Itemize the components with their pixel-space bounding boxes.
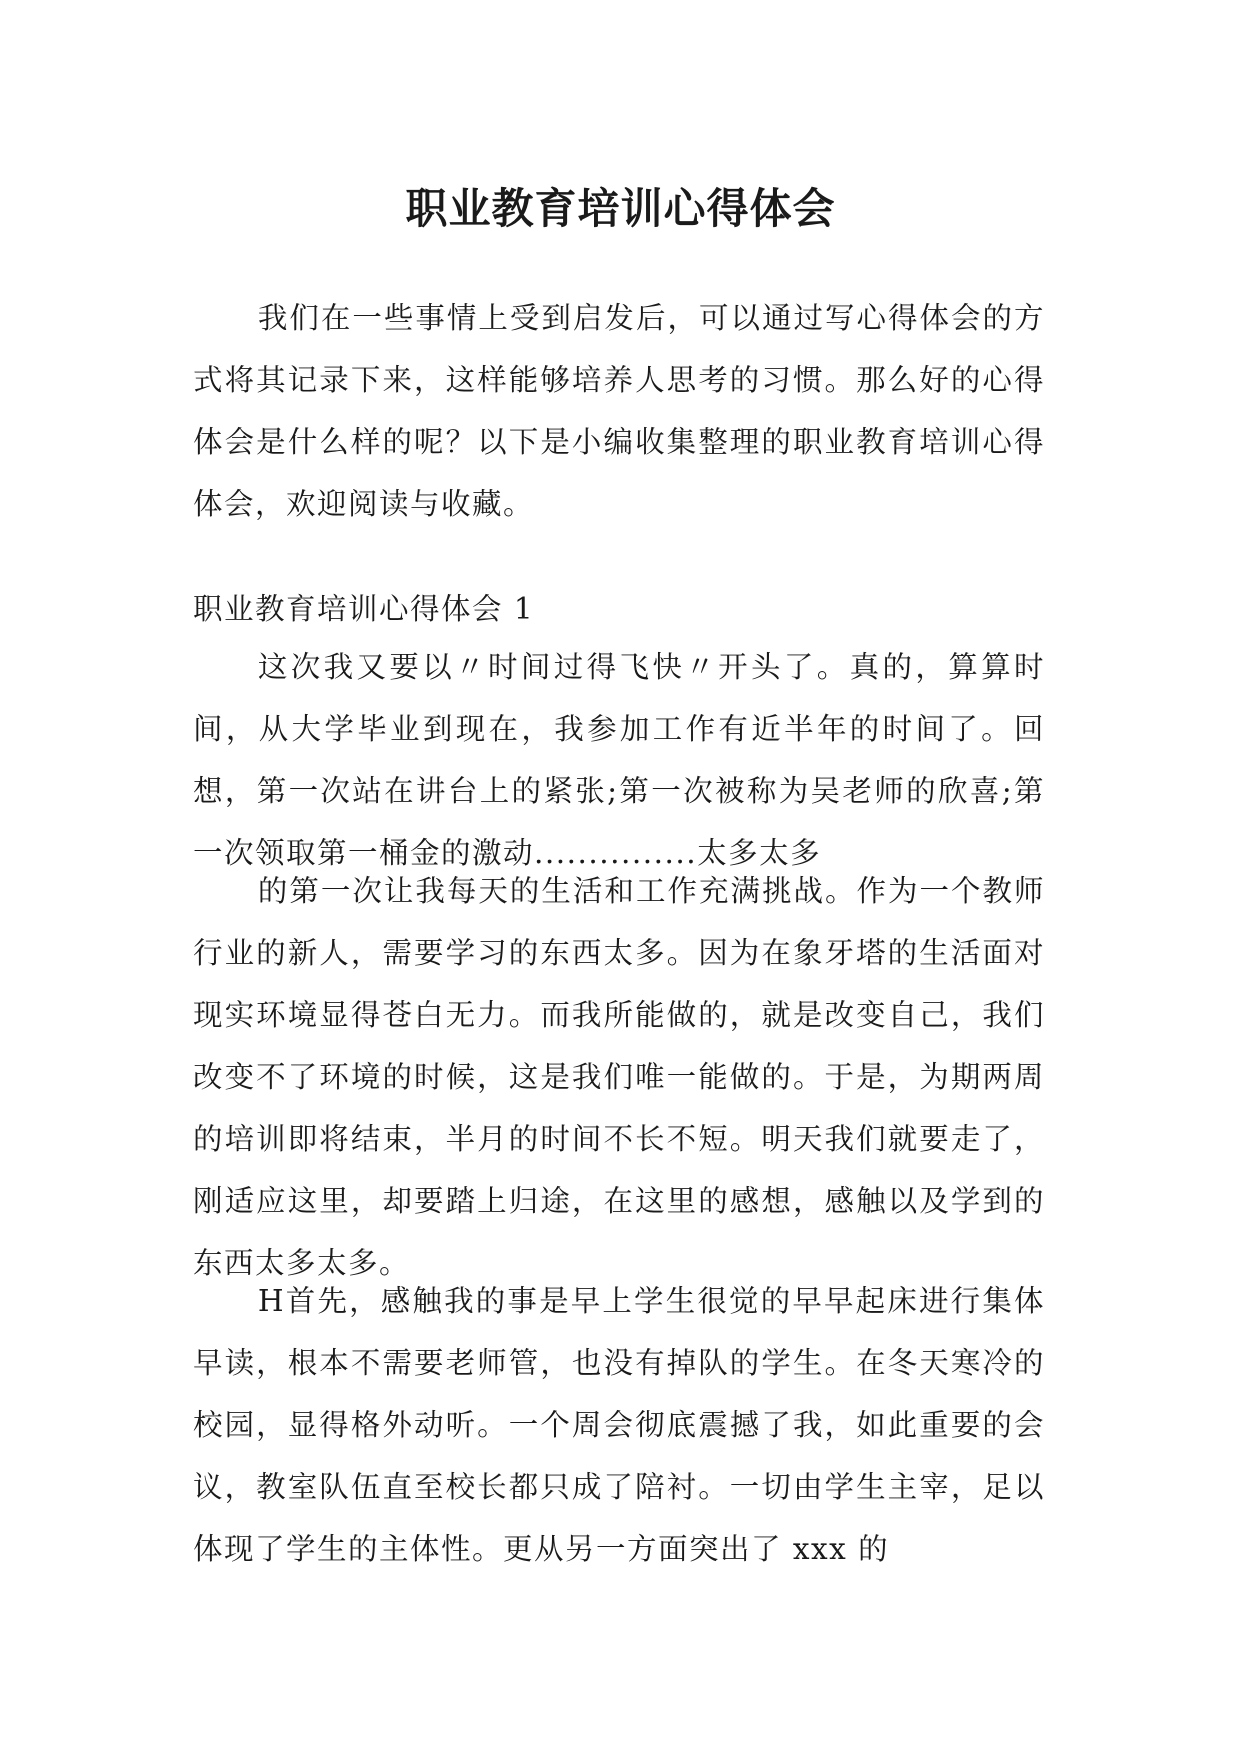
intro-paragraph: 我们在一些事情上受到启发后，可以通过写心得体会的方式将其记录下来，这样能够培养人思考的习惯。那么好的心得体会是什么样的呢？以下是小编收集整理的职业教育培训心得体会，欢迎阅读与收藏。 — [193, 301, 1045, 521]
document-title: 职业教育培训心得体会 — [405, 184, 836, 234]
body-paragraph: 这次我又要以〃时间过得飞快〃开头了。真的，算算时间，从大学毕业到现在，我参加工作有近半年的时间了。回想，第一次站在讲台上的紧张;第一次被称为吴老师的欣喜;第一次领取第一桶金的激动...............太多太多 — [193, 650, 1045, 870]
body-paragraph: H首先，感触我的事是早上学生很觉的早早起床进行集体早读，根本不需要老师管，也没有掉队的学生。在冬天寒冷的校园，显得格外动听。一个周会彻底震撼了我，如此重要的会议，教室队伍直至校长都只成了陪衬。一切由学生主宰，足以体现了学生的主体性。更从另一方面突出了 xxx 的 — [193, 1284, 1045, 1566]
body-paragraph: 的第一次让我每天的生活和工作充满挑战。作为一个教师行业的新人，需要学习的东西太多。因为在象牙塔的生活面对现实环境显得苍白无力。而我所能做的，就是改变自己，我们改变不了环境的时候，这是我们唯一能做的。于是，为期两周的培训即将结束，半月的时间不长不短。明天我们就要走了，刚适应这里，却要踏上归途，在这里的感想，感触以及学到的东西太多太多。 — [193, 874, 1045, 1280]
section-heading: 职业教育培训心得体会 1 — [193, 592, 535, 626]
